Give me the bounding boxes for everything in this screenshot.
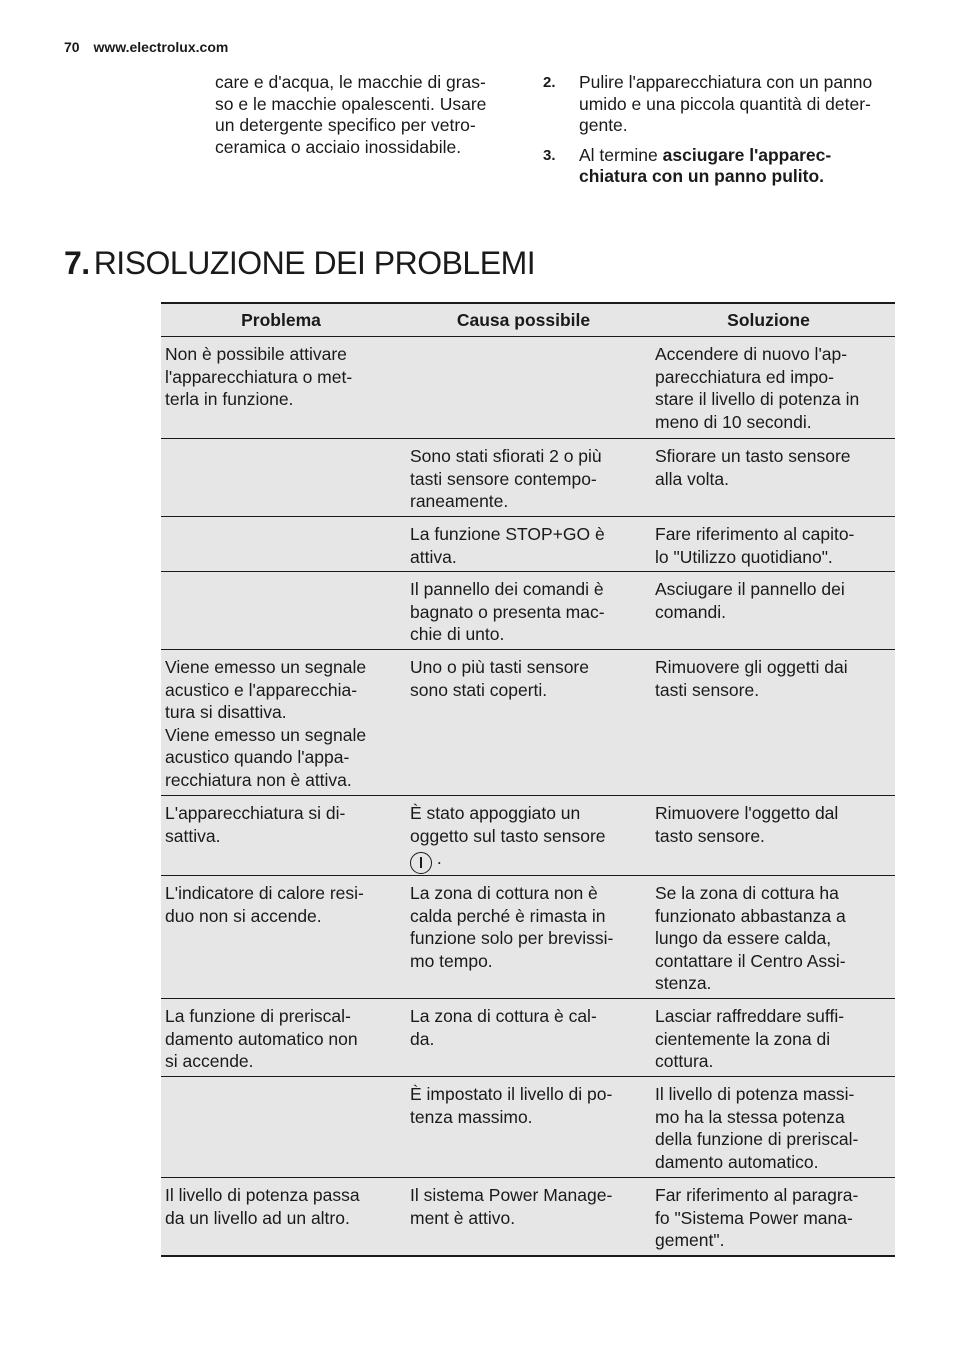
section-title bbox=[64, 243, 535, 283]
website-url[interactable]: www.electrolux.com bbox=[93, 39, 229, 55]
cell-problem bbox=[161, 999, 406, 1076]
table-row bbox=[161, 1177, 895, 1255]
table-row bbox=[161, 438, 895, 516]
step-number: 2. bbox=[543, 74, 556, 91]
troubleshooting-table bbox=[161, 302, 895, 1257]
cause-text: La zona di cottura è cal- da. bbox=[410, 1006, 597, 1049]
header-problem: Problema bbox=[241, 309, 321, 330]
section-heading: RISOLUZIONE DEI PROBLEMI bbox=[93, 245, 536, 281]
cell-cause bbox=[406, 439, 651, 516]
section-number: 7. bbox=[64, 245, 90, 281]
cell-solution bbox=[651, 572, 896, 649]
step-2 bbox=[543, 72, 903, 137]
cell-problem bbox=[161, 572, 406, 649]
cause-text: È impostato il livello di po- tenza massimo. bbox=[410, 1084, 613, 1127]
table-row bbox=[161, 998, 895, 1076]
step-number: 3. bbox=[543, 146, 556, 164]
solution-text: Rimuovere gli oggetti dai tasti sensore. bbox=[655, 657, 848, 700]
cause-text: Il sistema Power Manage- ment è attivo. bbox=[410, 1185, 613, 1228]
step-text: Pulire l'apparecchiatura con un panno umido e una piccola quantità di deter- gente. bbox=[579, 72, 873, 135]
problem-text: Viene emesso un segnale acustico e l'apparecchia- tura si disattiva. Viene emesso un segnale acustico quando l'appa- recchiatura non è attiva. bbox=[165, 657, 367, 790]
cell-solution bbox=[651, 439, 896, 516]
solution-text: Sfiorare un tasto sensore alla volta. bbox=[655, 446, 851, 489]
cell-cause bbox=[406, 517, 651, 571]
cell-solution bbox=[651, 1077, 896, 1177]
cause-text: La funzione STOP+GO è attiva. bbox=[410, 524, 605, 567]
solution-text: Rimuovere l'oggetto dal tasto sensore. bbox=[655, 803, 839, 846]
table-row bbox=[161, 875, 895, 998]
cell-problem bbox=[161, 517, 406, 571]
cell-cause bbox=[406, 876, 651, 998]
table-header bbox=[161, 304, 895, 337]
cell-problem bbox=[161, 337, 406, 438]
cell-solution bbox=[651, 1178, 896, 1255]
solution-text: Se la zona di cottura ha funzionato abbastanza a lungo da essere calda, contattare il Centro Assi- stenza. bbox=[655, 883, 846, 993]
cleaning-continued-text: care e d'acqua, le macchie di gras- so e le macchie opalescenti. Usare un detergente specifico per vetro- ceramica o acciaio inossidabile. bbox=[215, 72, 487, 157]
solution-text: Accendere di nuovo l'ap- parecchiatura ed impo- stare il livello di potenza in meno di 10 secondi. bbox=[655, 344, 860, 432]
header-cause: Causa possibile bbox=[456, 309, 591, 330]
cause-text: È stato appoggiato un oggetto sul tasto sensore bbox=[410, 803, 606, 846]
cell-solution bbox=[651, 650, 896, 795]
problem-text: Non è possibile attivare l'apparecchiatura o met- terla in funzione. bbox=[165, 344, 353, 409]
cell-solution bbox=[651, 999, 896, 1076]
cause-suffix: . bbox=[432, 848, 442, 868]
cell-problem bbox=[161, 796, 406, 875]
left-column-text bbox=[215, 72, 515, 158]
problem-text: L'apparecchiatura si di- sattiva. bbox=[165, 803, 346, 846]
cell-cause bbox=[406, 650, 651, 795]
cell-problem bbox=[161, 439, 406, 516]
solution-text: Asciugare il pannello dei comandi. bbox=[655, 579, 845, 622]
cell-problem bbox=[161, 1178, 406, 1255]
page-header bbox=[64, 39, 228, 55]
power-sensor-icon bbox=[410, 852, 432, 874]
cell-problem bbox=[161, 876, 406, 998]
table-row bbox=[161, 649, 895, 795]
table-row bbox=[161, 571, 895, 649]
cell-cause bbox=[406, 1077, 651, 1177]
solution-text: Il livello di potenza massi- mo ha la stessa potenza della funzione di preriscal- damento automatico. bbox=[655, 1084, 859, 1172]
table-row bbox=[161, 516, 895, 571]
cell-problem bbox=[161, 1077, 406, 1177]
cell-solution bbox=[651, 517, 896, 571]
solution-text: Fare riferimento al capito- lo "Utilizzo quotidiano". bbox=[655, 524, 855, 567]
cell-cause bbox=[406, 1178, 651, 1255]
page-number: 70 bbox=[64, 39, 80, 55]
cell-solution bbox=[651, 796, 896, 875]
right-column-steps bbox=[543, 72, 903, 196]
cause-text: Uno o più tasti sensore sono stati coperti. bbox=[410, 657, 589, 700]
solution-text: Far riferimento al paragra- fo "Sistema Power mana- gement". bbox=[655, 1185, 859, 1250]
cell-cause bbox=[406, 572, 651, 649]
step-bold-text: asciugare l'apparec- chiatura con un panno pulito. bbox=[579, 144, 832, 186]
problem-text: La funzione di preriscal- damento automatico non si accende. bbox=[165, 1006, 358, 1071]
cause-text: Sono stati sfiorati 2 o più tasti sensore contempo- raneamente. bbox=[410, 446, 602, 511]
table-row bbox=[161, 337, 895, 438]
header-solution: Soluzione bbox=[727, 309, 810, 330]
step-3 bbox=[543, 145, 903, 188]
cell-cause bbox=[406, 999, 651, 1076]
cell-solution bbox=[651, 876, 896, 998]
table-row bbox=[161, 795, 895, 875]
problem-text: L'indicatore di calore resi- duo non si accende. bbox=[165, 883, 364, 926]
solution-text: Lasciar raffreddare suffi- cientemente la zona di cottura. bbox=[655, 1006, 845, 1071]
cell-solution bbox=[651, 337, 896, 438]
cell-cause bbox=[406, 796, 651, 875]
cell-cause bbox=[406, 337, 651, 438]
cell-problem bbox=[161, 650, 406, 795]
problem-text: Il livello di potenza passa da un livello ad un altro. bbox=[165, 1185, 360, 1228]
cause-text: La zona di cottura non è calda perché è rimasta in funzione solo per brevissi- mo tempo. bbox=[410, 883, 614, 971]
table-row bbox=[161, 1076, 895, 1177]
step-text: Al termine bbox=[579, 144, 663, 165]
cause-text: Il pannello dei comandi è bagnato o presenta mac- chie di unto. bbox=[410, 579, 605, 644]
